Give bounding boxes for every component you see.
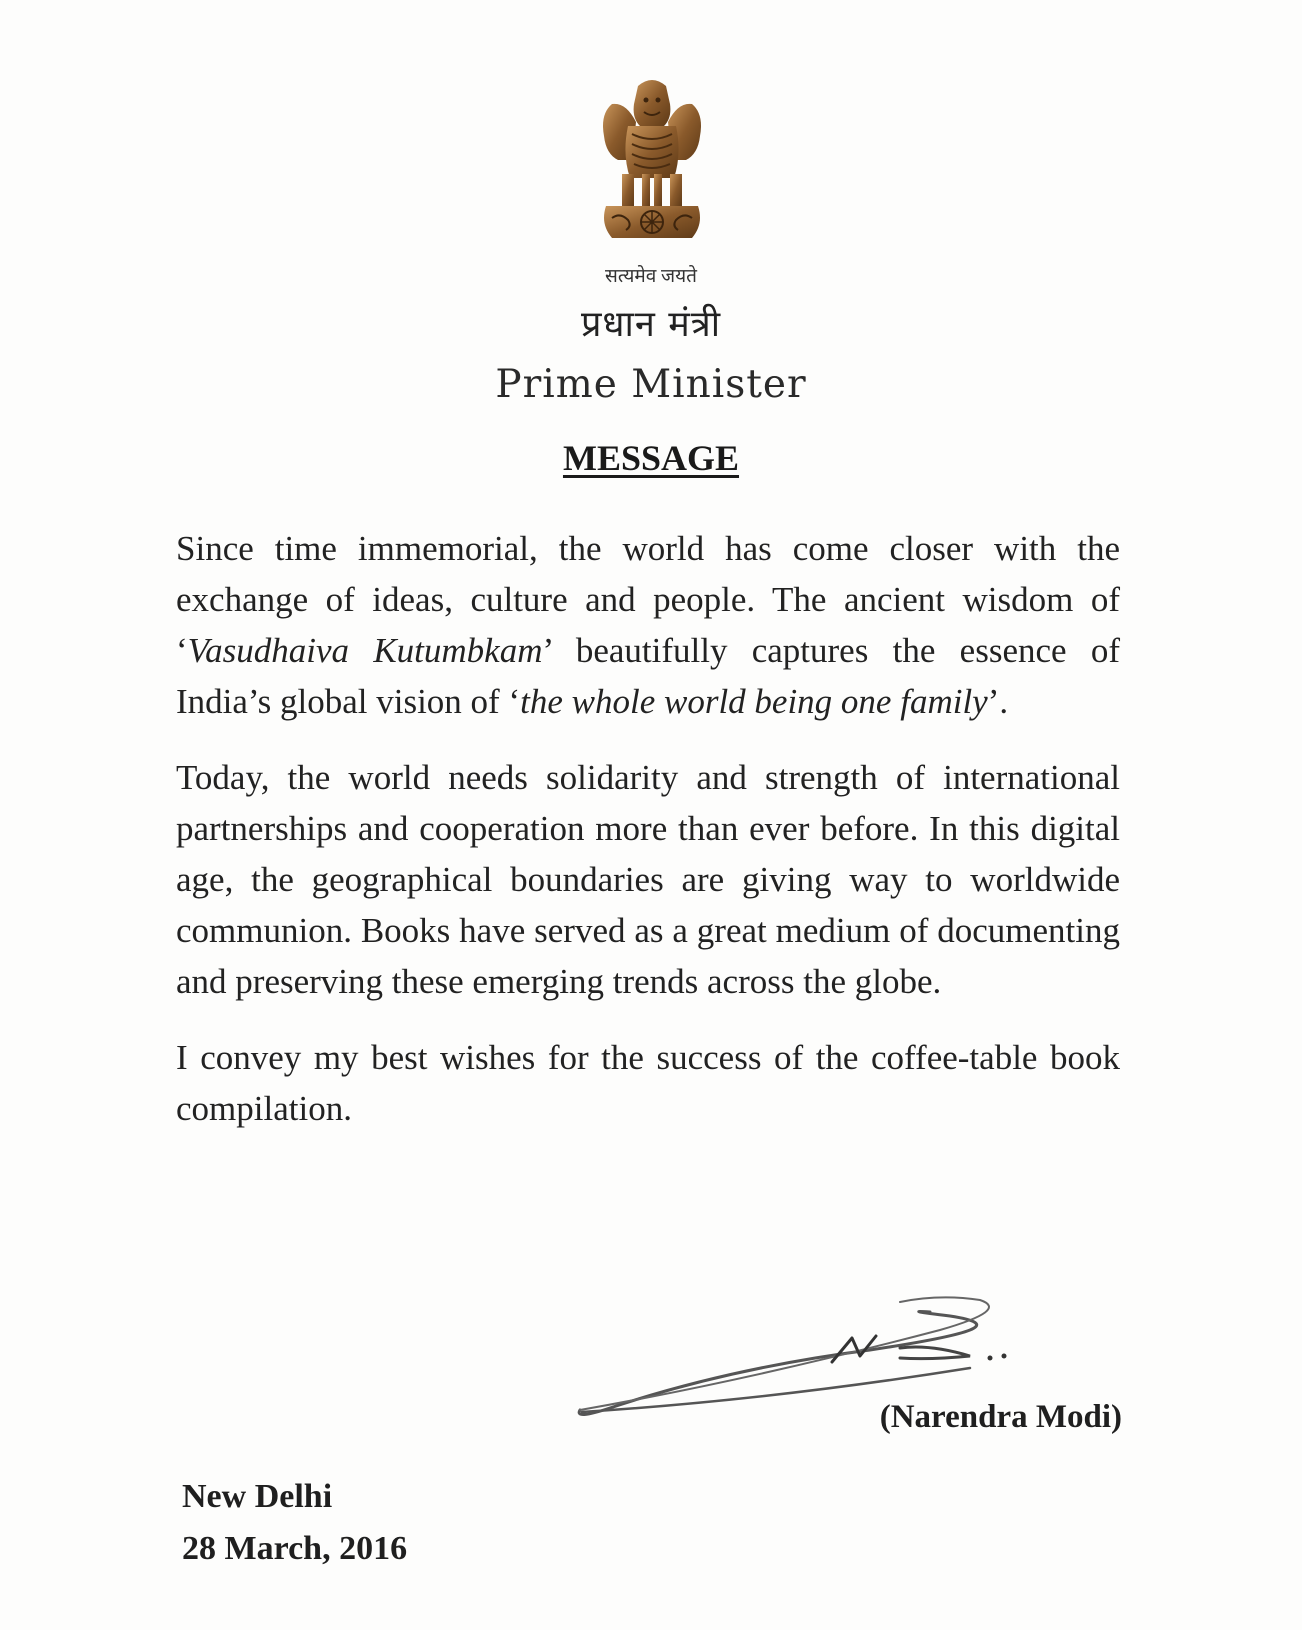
paragraph-italic-text: the whole world being one family (520, 682, 988, 721)
signatory-name: (Narendra Modi) (879, 1399, 1122, 1435)
date-line: 28 March, 2016 (182, 1530, 408, 1567)
message-paragraph (176, 752, 1120, 1007)
place-line: New Delhi (182, 1478, 333, 1515)
national-emblem-icon (592, 74, 712, 264)
paragraph-italic-text: Vasudhaiva Kutumbkam (187, 631, 543, 670)
paragraph-text: ’. (987, 682, 1009, 721)
paragraph-text: I convey my best wishes for the success of the coffee-table book compilation. (176, 1038, 1120, 1128)
message-paragraph (176, 1032, 1120, 1134)
office-title-hindi: प्रधान मंत्री (580, 304, 722, 345)
message-body (176, 523, 1120, 1159)
paragraph-text: ’ beautifully captures the essence of India’s global vision of ‘ (176, 631, 1120, 721)
message-paragraph (176, 523, 1120, 727)
paragraph-text: Today, the world needs solidarity and strength of international partnerships and cooperation more than ever before. In this digital age, the geographical boundaries are giving way to worldwide communion. Books have served as a great medium of documenting and preserving these emerging trends across the globe. (176, 758, 1120, 1001)
national-motto: सत्यमेव जयते (605, 266, 697, 287)
office-title: Prime Minister (495, 362, 807, 407)
message-heading: MESSAGE (562, 438, 740, 478)
paragraph-text: Since time immemorial, the world has come closer with the exchange of ideas, culture and people. The ancient wisdom of ‘ (176, 529, 1120, 670)
